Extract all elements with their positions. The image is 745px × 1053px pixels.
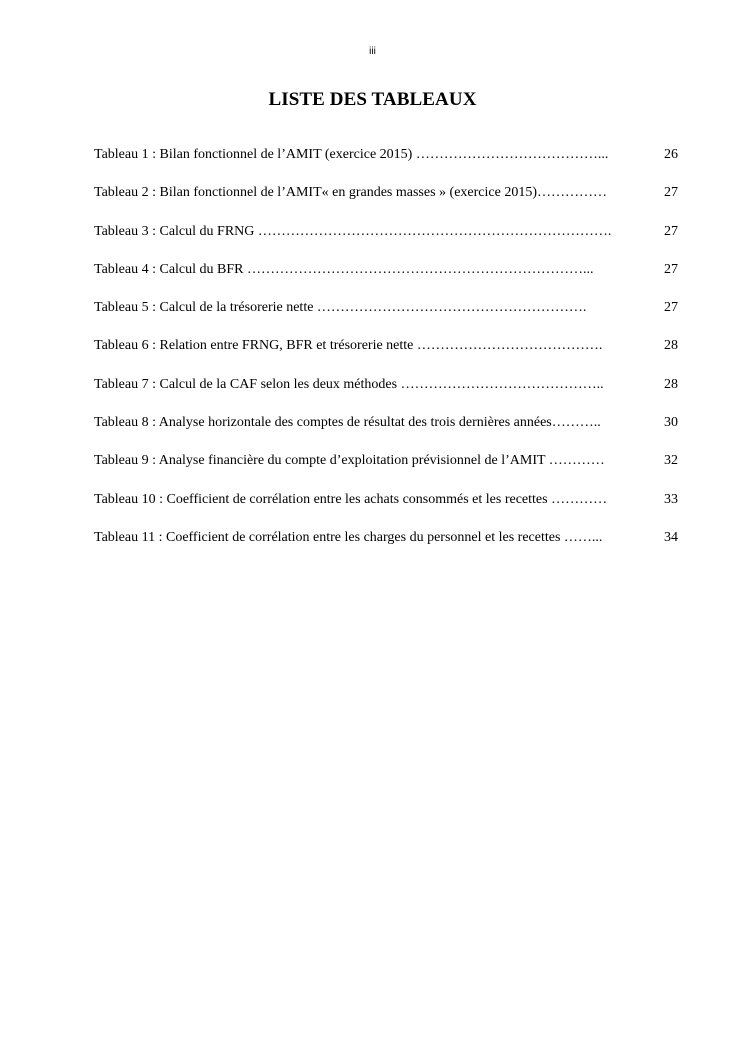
toc-entry-title: Tableau 5 : Calcul de la trésorerie nette ………………………………………………….: [94, 300, 587, 316]
toc-entry-page: 33: [664, 491, 678, 507]
toc-entry-7[interactable]: [94, 376, 678, 414]
toc-entry-title: Tableau 3 : Calcul du FRNG ………………………………………………………………….: [94, 223, 612, 239]
page-number: iii: [369, 46, 376, 57]
toc-entry-2[interactable]: [94, 184, 678, 222]
toc-entry-9[interactable]: [94, 452, 678, 490]
toc-entry-page: 28: [664, 376, 678, 392]
toc-entry-title: Tableau 7 : Calcul de la CAF selon les deux méthodes ……………………………………..: [94, 376, 604, 392]
page-title: LISTE DES TABLEAUX: [268, 89, 477, 110]
toc-entry-11[interactable]: [94, 529, 678, 567]
toc-entry-page: 27: [664, 261, 678, 277]
toc-entry-1[interactable]: [94, 146, 678, 184]
table-list: [94, 146, 678, 567]
toc-entry-page: 32: [664, 453, 678, 469]
toc-entry-page: 28: [664, 338, 678, 354]
toc-entry-6[interactable]: [94, 337, 678, 375]
toc-entry-5[interactable]: [94, 299, 678, 337]
toc-entry-title: Tableau 6 : Relation entre FRNG, BFR et trésorerie nette ………………………………….: [94, 338, 603, 354]
toc-entry-8[interactable]: [94, 414, 678, 452]
toc-entry-title: Tableau 11 : Coefficient de corrélation entre les charges du personnel et les recettes ……...: [94, 529, 603, 545]
toc-entry-title: Tableau 4 : Calcul du BFR ………………………………………………………………...: [94, 261, 594, 277]
toc-entry-title: Tableau 1 : Bilan fonctionnel de l’AMIT (exercice 2015) …………………………………...: [94, 147, 609, 162]
toc-entry-page: 27: [664, 300, 678, 316]
toc-entry-10[interactable]: [94, 491, 678, 529]
toc-entry-page: 30: [664, 415, 678, 431]
toc-entry-title: Tableau 8 : Analyse horizontale des comptes de résultat des trois dernières années………..: [94, 415, 601, 431]
toc-entry-page: 27: [664, 223, 678, 239]
toc-entry-page: 34: [664, 529, 678, 545]
toc-entry-page: 26: [664, 147, 678, 162]
toc-entry-title: Tableau 10 : Coefficient de corrélation entre les achats consommés et les recettes …………: [94, 491, 608, 507]
toc-entry-page: 27: [664, 185, 678, 201]
toc-entry-4[interactable]: [94, 261, 678, 299]
toc-entry-3[interactable]: [94, 223, 678, 261]
toc-entry-title: Tableau 9 : Analyse financière du compte d’exploitation prévisionnel de l’AMIT …………: [94, 453, 605, 469]
toc-entry-title: Tableau 2 : Bilan fonctionnel de l’AMIT« en grandes masses » (exercice 2015)……………: [94, 185, 607, 201]
